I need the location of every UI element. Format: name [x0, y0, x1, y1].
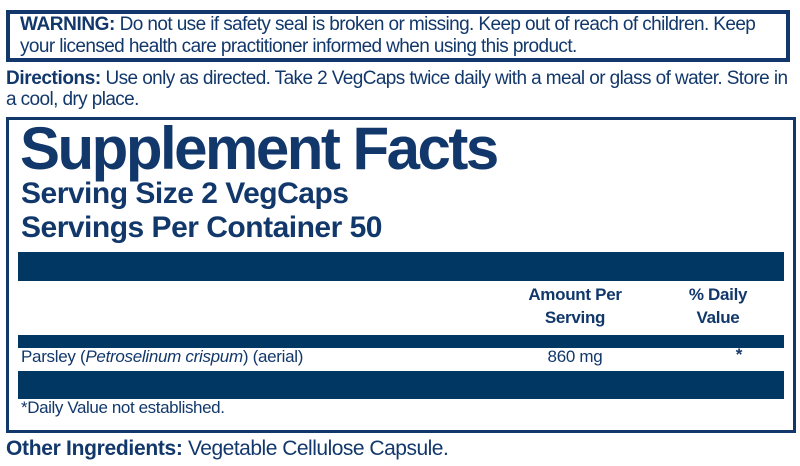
daily-value-footnote: *Daily Value not established. [21, 398, 225, 417]
divider-bar-thick-bottom [18, 371, 784, 399]
directions-label: Directions: [6, 68, 101, 89]
warning-label: WARNING: [20, 14, 115, 35]
other-ingredients [6, 437, 794, 461]
ingredient-row-daily-value: * [735, 345, 743, 364]
ingredient-name-suffix: ) (aerial) [242, 347, 304, 366]
directions [6, 68, 794, 110]
panel-title: Supplement Facts [20, 115, 497, 182]
divider-bar-thick-top [18, 252, 784, 281]
column-header-amount-line1: Amount Per [528, 285, 622, 304]
servings-per-container: Servings Per Container 50 [21, 211, 382, 244]
other-ingredients-text: Vegetable Cellulose Capsule. [182, 437, 449, 460]
column-header-amount-per-serving [505, 283, 645, 329]
supplement-facts-panel [6, 117, 796, 433]
ingredient-name-prefix: Parsley ( [21, 347, 86, 366]
directions-text: Use only as directed. Take 2 VegCaps twice daily with a meal or glass of water. Store in a cool, dry place. [6, 68, 788, 110]
column-header-dv-line1: % Daily [688, 285, 748, 304]
other-ingredients-label: Other Ingredients: [6, 437, 183, 460]
column-header-daily-value [648, 283, 788, 329]
serving-size: Serving Size 2 VegCaps [21, 177, 349, 210]
ingredient-species: Petroselinum crispum [85, 347, 243, 366]
ingredient-row-name [21, 346, 303, 368]
column-header-dv-line2: Value [696, 308, 740, 327]
warning-text: Do not use if safety seal is broken or missing. Keep out of reach of children. Keep your licensed health care practitioner informed when using this product. [20, 14, 756, 57]
warning-box [6, 10, 790, 62]
column-header-amount-line2: Serving [544, 308, 606, 327]
ingredient-row-amount: 860 mg [547, 347, 603, 366]
